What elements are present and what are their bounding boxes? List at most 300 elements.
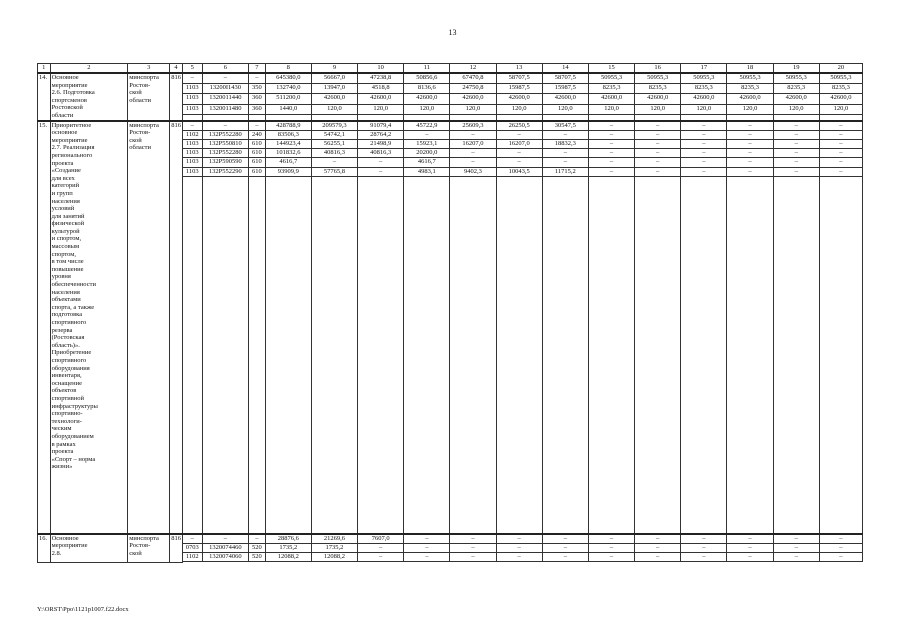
amount-cell: –	[819, 139, 862, 148]
column-header: 17	[681, 64, 727, 74]
empty-cell	[311, 176, 357, 534]
amount-cell: –	[773, 121, 819, 131]
amount-cell: 120,0	[311, 104, 357, 114]
amount-cell: –	[404, 553, 450, 562]
empty-cell	[358, 562, 404, 563]
measure-name-line: спорта, а также	[51, 303, 95, 311]
amount-cell: –	[681, 167, 727, 176]
amount-cell: 50955,3	[773, 73, 819, 84]
amount-cell: 21269,6	[311, 534, 357, 544]
amount-cell: 58707,5	[542, 73, 588, 84]
amount-cell: 645380,0	[265, 73, 311, 84]
budget-code-cell: –	[248, 73, 265, 84]
amount-cell: –	[819, 167, 862, 176]
amount-cell: 1735,2	[265, 543, 311, 552]
empty-cell	[773, 176, 819, 534]
measure-name-line: «Спорт – норма	[51, 455, 96, 463]
amount-cell: –	[450, 534, 496, 544]
budget-code-cell: 1320011480	[202, 104, 248, 114]
column-header: 3	[128, 64, 170, 74]
amount-cell: –	[358, 553, 404, 562]
amount-cell: 42600,0	[635, 94, 681, 104]
measure-name-line: в рамках	[51, 440, 76, 448]
amount-cell: –	[727, 167, 773, 176]
measure-name-line: и спортом,	[51, 235, 82, 243]
amount-cell: 15923,1	[404, 139, 450, 148]
measure-name-line: области	[51, 111, 74, 119]
measure-name-line: массовым	[51, 243, 80, 251]
empty-cell	[635, 562, 681, 563]
column-header: 12	[450, 64, 496, 74]
amount-cell: –	[496, 543, 542, 552]
measure-name-line: оснащение	[51, 379, 82, 387]
empty-cell	[358, 176, 404, 534]
measure-name-line: объектами	[51, 296, 81, 304]
empty-cell	[202, 562, 248, 563]
amount-cell: 83506,3	[265, 130, 311, 139]
column-header: 7	[248, 64, 265, 74]
amount-cell: –	[773, 534, 819, 544]
empty-cell	[819, 176, 862, 534]
amount-cell: 50955,3	[727, 73, 773, 84]
empty-cell	[404, 562, 450, 563]
amount-cell: –	[542, 158, 588, 167]
budget-code-cell: 1103	[182, 104, 202, 114]
amount-cell: –	[635, 149, 681, 158]
measure-name-line: основное	[51, 129, 78, 137]
budget-code-cell: 610	[248, 167, 265, 176]
table-row	[38, 73, 863, 84]
amount-cell: –	[496, 149, 542, 158]
amount-cell: 42600,0	[773, 94, 819, 104]
page-number: 13	[448, 28, 457, 37]
measure-name-line: в том числе	[51, 258, 84, 266]
measure-name-line: Приоритетное	[51, 121, 92, 129]
amount-cell: –	[542, 553, 588, 562]
executor-line: ской	[129, 136, 142, 144]
amount-cell: –	[404, 130, 450, 139]
amount-cell: 120,0	[542, 104, 588, 114]
amount-cell: –	[450, 158, 496, 167]
measure-name-line: спортсменов	[51, 96, 87, 104]
amount-cell: –	[404, 543, 450, 552]
amount-cell: –	[588, 167, 634, 176]
measure-name-line: инвентаря,	[51, 372, 82, 380]
amount-cell: –	[773, 543, 819, 552]
measure-name-line: населения	[51, 197, 80, 205]
column-header: 14	[542, 64, 588, 74]
amount-cell: –	[588, 543, 634, 552]
budget-code-cell: 1102	[182, 553, 202, 562]
amount-cell: –	[588, 149, 634, 158]
amount-cell: 42600,0	[588, 94, 634, 104]
amount-cell: –	[358, 543, 404, 552]
budget-code-cell: 610	[248, 158, 265, 167]
empty-cell	[542, 562, 588, 563]
amount-cell: 42600,0	[358, 94, 404, 104]
amount-cell: 67470,8	[450, 73, 496, 84]
measure-name-line: культурой	[51, 227, 80, 235]
amount-cell: 50955,3	[635, 73, 681, 84]
executor	[128, 534, 170, 563]
measure-name-line: область)».	[51, 341, 80, 349]
amount-cell: –	[819, 534, 862, 544]
executor-line: Ростов-	[129, 542, 151, 550]
amount-cell: 57765,8	[311, 167, 357, 176]
amount-cell: 56255,1	[311, 139, 357, 148]
amount-cell: –	[681, 149, 727, 158]
amount-cell: 28876,6	[265, 534, 311, 544]
amount-cell: 16207,0	[496, 139, 542, 148]
amount-cell: 1735,2	[311, 543, 357, 552]
amount-cell: 120,0	[404, 104, 450, 114]
amount-cell: –	[819, 121, 862, 131]
measure-name-line: категорий	[51, 182, 80, 190]
amount-cell: 120,0	[727, 104, 773, 114]
amount-cell: –	[588, 121, 634, 131]
amount-cell: 8235,3	[819, 84, 862, 94]
budget-code-cell: 520	[248, 553, 265, 562]
measure-name	[50, 73, 128, 121]
amount-cell: 120,0	[358, 104, 404, 114]
executor-line: области	[129, 144, 151, 152]
budget-code-cell: 1103	[182, 158, 202, 167]
column-header: 11	[404, 64, 450, 74]
budget-code-cell: 132P550810	[202, 139, 248, 148]
amount-cell: 45722,9	[404, 121, 450, 131]
measure-name-line: Приобретение	[51, 349, 92, 357]
budget-code-cell: –	[202, 73, 248, 84]
budget-code-cell: 13200I1430	[202, 84, 248, 94]
measure-name-line: повышение	[51, 265, 84, 273]
budget-code-cell: 350	[248, 84, 265, 94]
amount-cell: –	[542, 149, 588, 158]
measure-name-line: объектов	[51, 387, 77, 395]
amount-cell: –	[635, 553, 681, 562]
amount-cell: 101832,6	[265, 149, 311, 158]
amount-cell: –	[773, 139, 819, 148]
measure-name-line: Основное	[51, 74, 79, 81]
amount-cell: –	[496, 553, 542, 562]
amount-cell: –	[773, 167, 819, 176]
amount-cell: –	[635, 130, 681, 139]
amount-cell: 12088,2	[311, 553, 357, 562]
amount-cell: 42600,0	[450, 94, 496, 104]
measure-name-line: оборудованием	[51, 432, 94, 440]
budget-code-cell: 1103	[182, 149, 202, 158]
amount-cell: –	[588, 553, 634, 562]
amount-cell: 15987,5	[496, 84, 542, 94]
empty-cell	[542, 176, 588, 534]
amount-cell: 93909,9	[265, 167, 311, 176]
amount-cell: 28764,2	[358, 130, 404, 139]
amount-cell: –	[542, 534, 588, 544]
amount-cell: –	[727, 158, 773, 167]
amount-cell: 42600,0	[542, 94, 588, 104]
amount-cell: 16207,0	[450, 139, 496, 148]
measure-name-line: условий	[51, 205, 75, 213]
amount-cell: 42600,0	[819, 94, 862, 104]
amount-cell: –	[727, 553, 773, 562]
amount-cell: 13947,0	[311, 84, 357, 94]
amount-cell: –	[450, 130, 496, 139]
budget-code-cell: 1103	[182, 84, 202, 94]
amount-cell: 120,0	[496, 104, 542, 114]
empty-cell	[248, 562, 265, 563]
column-header: 10	[358, 64, 404, 74]
column-header: 15	[588, 64, 634, 74]
amount-cell: –	[819, 130, 862, 139]
amount-cell: 42600,0	[727, 94, 773, 104]
amount-cell: –	[450, 543, 496, 552]
amount-cell: –	[727, 121, 773, 131]
amount-cell: –	[819, 158, 862, 167]
column-header: 6	[202, 64, 248, 74]
amount-cell: –	[588, 139, 634, 148]
executor-line: минспорта	[129, 74, 159, 81]
amount-cell: –	[819, 553, 862, 562]
amount-cell: 120,0	[450, 104, 496, 114]
budget-code-cell: 1320074460	[202, 543, 248, 552]
grbs-code: 816	[170, 73, 183, 121]
executor-line: минспорта	[129, 534, 159, 542]
measure-name-line: спортом,	[51, 250, 76, 258]
measure-name-line: спортивно-	[51, 410, 83, 418]
amount-cell: 50955,3	[588, 73, 634, 84]
amount-cell: 8136,6	[404, 84, 450, 94]
footer-file-path: Y:\ORST\Ppo\1121p1007.f22.docx	[37, 606, 129, 613]
amount-cell: –	[635, 534, 681, 544]
amount-cell: 120,0	[681, 104, 727, 114]
amount-cell: –	[542, 543, 588, 552]
amount-cell: 209579,3	[311, 121, 357, 131]
amount-cell: 54742,1	[311, 130, 357, 139]
measure-name-line: населения	[51, 288, 80, 296]
amount-cell: 10043,5	[496, 167, 542, 176]
amount-cell: 1440,0	[265, 104, 311, 114]
amount-cell: –	[635, 121, 681, 131]
amount-cell: –	[773, 553, 819, 562]
table-row	[38, 121, 863, 131]
column-header: 9	[311, 64, 357, 74]
amount-cell: –	[681, 130, 727, 139]
amount-cell: –	[819, 149, 862, 158]
empty-cell	[450, 176, 496, 534]
row-number: 16.	[38, 534, 51, 563]
budget-code-cell: 1103	[182, 94, 202, 104]
empty-cell	[588, 562, 634, 563]
amount-cell: 11715,2	[542, 167, 588, 176]
measure-name-line: для всех	[51, 174, 75, 182]
empty-cell	[248, 176, 265, 534]
measure-name-line: 2.8.	[51, 549, 62, 557]
amount-cell: 120,0	[819, 104, 862, 114]
empty-cell	[182, 176, 202, 534]
budget-code-cell: 240	[248, 130, 265, 139]
budget-code-cell: –	[182, 121, 202, 131]
budget-code-cell: 132P552290	[202, 167, 248, 176]
amount-cell: –	[588, 158, 634, 167]
amount-cell: –	[727, 130, 773, 139]
amount-cell: –	[681, 543, 727, 552]
grbs-code: 816	[170, 534, 183, 563]
empty-cell	[727, 562, 773, 563]
amount-cell: 26250,5	[496, 121, 542, 131]
empty-cell	[635, 176, 681, 534]
column-number-row	[38, 64, 863, 74]
amount-cell: –	[681, 158, 727, 167]
amount-cell: 21498,9	[358, 139, 404, 148]
empty-cell	[819, 562, 862, 563]
measure-name-line: и групп	[51, 189, 73, 197]
empty-cell	[773, 562, 819, 563]
budget-code-cell: 132P590590	[202, 158, 248, 167]
amount-cell: 40816,3	[311, 149, 357, 158]
executor-line: ской	[129, 549, 142, 557]
budget-code-cell: 132P552280	[202, 149, 248, 158]
budget-code-cell: 132P552280	[202, 130, 248, 139]
budget-code-cell: 360	[248, 104, 265, 114]
amount-cell: –	[681, 139, 727, 148]
measure-name-line: регионального	[51, 151, 93, 159]
amount-cell: –	[358, 158, 404, 167]
amount-cell: –	[635, 543, 681, 552]
empty-cell	[450, 562, 496, 563]
budget-code-cell: 1320011440	[202, 94, 248, 104]
empty-cell	[681, 176, 727, 534]
measure-name-line: спортивного	[51, 356, 87, 364]
budget-code-cell: 0703	[182, 543, 202, 552]
amount-cell: –	[358, 167, 404, 176]
empty-cell	[265, 176, 311, 534]
amount-cell: –	[819, 543, 862, 552]
measure-name-line: ческим	[51, 425, 72, 433]
executor-line: Ростов-	[129, 129, 151, 137]
amount-cell: –	[404, 534, 450, 544]
executor	[128, 73, 170, 121]
measure-name-line: технологи-	[51, 417, 82, 425]
column-header: 2	[50, 64, 128, 74]
budget-code-cell: –	[182, 73, 202, 84]
budget-code-cell: –	[182, 534, 202, 544]
measure-name-line: инфраструктуры	[51, 402, 98, 410]
executor-line: минспорта	[129, 121, 159, 129]
amount-cell: –	[727, 534, 773, 544]
amount-cell: 18832,3	[542, 139, 588, 148]
measure-name-line: физической	[51, 220, 85, 228]
amount-cell: 42600,0	[404, 94, 450, 104]
measure-name	[50, 121, 128, 534]
budget-code-cell: 1103	[182, 167, 202, 176]
budget-code-cell: 1320074060	[202, 553, 248, 562]
amount-cell: –	[635, 158, 681, 167]
amount-cell: 50955,3	[681, 73, 727, 84]
amount-cell: –	[496, 130, 542, 139]
measure-name-line: Основное	[51, 534, 79, 542]
empty-cell	[182, 562, 202, 563]
budget-table	[37, 63, 863, 563]
measure-name-line: уровня	[51, 273, 71, 281]
measure-name-line: 2.7. Реализация	[51, 144, 95, 152]
column-header: 20	[819, 64, 862, 74]
amount-cell: 4518,8	[358, 84, 404, 94]
amount-cell: 144923,4	[265, 139, 311, 148]
amount-cell: –	[496, 158, 542, 167]
amount-cell: –	[773, 158, 819, 167]
amount-cell: 9402,3	[450, 167, 496, 176]
empty-cell	[311, 562, 357, 563]
amount-cell: 50856,6	[404, 73, 450, 84]
empty-cell	[404, 176, 450, 534]
budget-code-cell: –	[248, 534, 265, 544]
empty-cell	[202, 176, 248, 534]
column-header: 13	[496, 64, 542, 74]
amount-cell: –	[681, 534, 727, 544]
row-number: 14.	[38, 73, 51, 121]
row-number: 15.	[38, 121, 51, 534]
amount-cell: 24750,8	[450, 84, 496, 94]
measure-name-line: жизни»	[51, 463, 73, 471]
measure-name-line: (Ростовская	[51, 334, 85, 342]
amount-cell: –	[588, 534, 634, 544]
amount-cell: 8235,3	[773, 84, 819, 94]
measure-name-line: для занятий	[51, 212, 85, 220]
amount-cell: 91079,4	[358, 121, 404, 131]
amount-cell: 120,0	[588, 104, 634, 114]
amount-cell: –	[450, 553, 496, 562]
budget-code-cell: –	[202, 534, 248, 544]
amount-cell: 132740,0	[265, 84, 311, 94]
column-header: 1	[38, 64, 51, 74]
measure-name-line: мероприятие	[51, 81, 88, 89]
amount-cell: 58707,5	[496, 73, 542, 84]
column-header: 18	[727, 64, 773, 74]
empty-cell	[588, 176, 634, 534]
amount-cell: –	[542, 130, 588, 139]
amount-cell: 8235,3	[681, 84, 727, 94]
measure-name-line: резерва	[51, 326, 73, 334]
measure-name-line: подготовка	[51, 311, 83, 319]
amount-cell: 50955,3	[819, 73, 862, 84]
amount-cell: –	[727, 543, 773, 552]
measure-name-line: проекта	[51, 448, 74, 456]
measure-name-line: оборудования	[51, 364, 90, 372]
measure-name-line: 2.6. Подготовка	[51, 89, 95, 97]
grbs-code: 816	[170, 121, 183, 534]
amount-cell: 47238,8	[358, 73, 404, 84]
amount-cell: 4616,7	[404, 158, 450, 167]
amount-cell: –	[635, 167, 681, 176]
amount-cell: –	[681, 553, 727, 562]
empty-cell	[265, 562, 311, 563]
measure-name-line: «Создание	[51, 167, 81, 175]
empty-cell	[496, 176, 542, 534]
amount-cell: 42600,0	[496, 94, 542, 104]
measure-name-line: мероприятие	[51, 542, 88, 550]
measure-name-line: спортивного	[51, 319, 87, 326]
amount-cell: 25609,3	[450, 121, 496, 131]
empty-cell	[496, 562, 542, 563]
budget-code-cell: –	[202, 121, 248, 131]
budget-code-cell: –	[248, 121, 265, 131]
amount-cell: 428788,9	[265, 121, 311, 131]
column-header: 19	[773, 64, 819, 74]
amount-cell: –	[727, 139, 773, 148]
amount-cell: 8235,3	[588, 84, 634, 94]
amount-cell: 7607,0	[358, 534, 404, 544]
executor-line: Ростов-	[129, 81, 151, 89]
measure-name-line: обеспеченности	[51, 281, 96, 289]
